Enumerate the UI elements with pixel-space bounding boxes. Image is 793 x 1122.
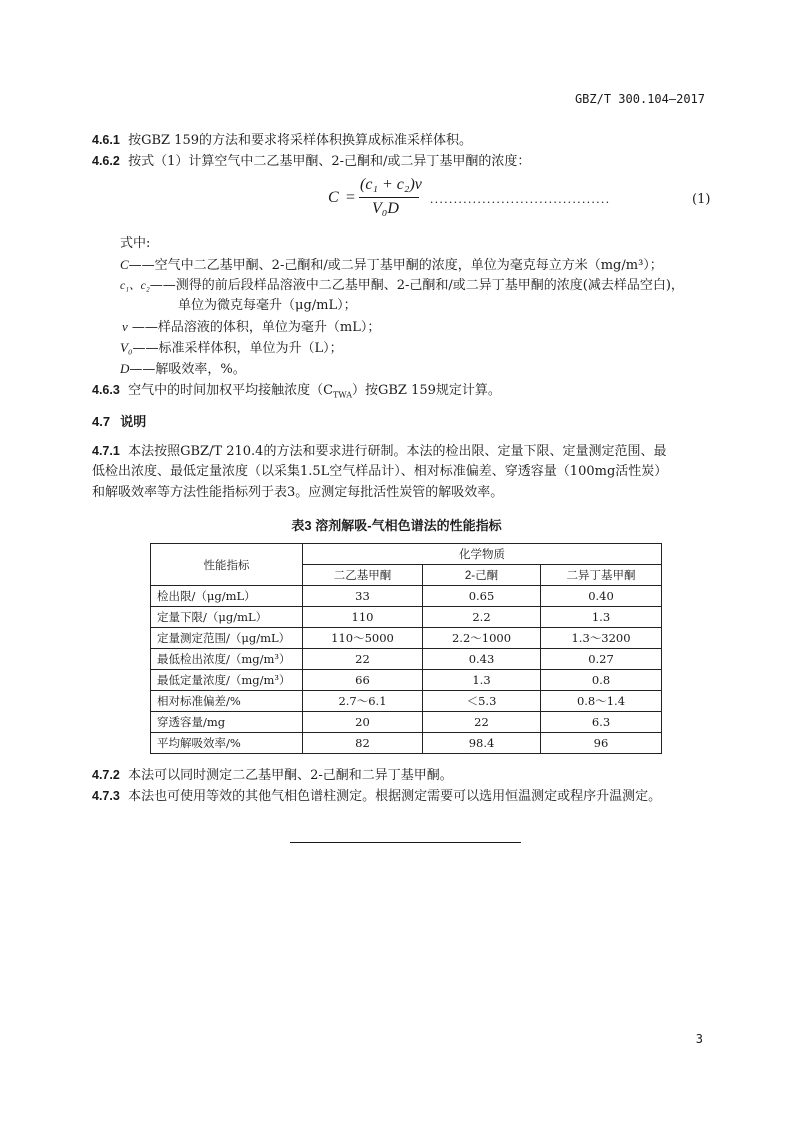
table-row <box>151 733 662 754</box>
clause-text-end: ）按GBZ 159规定计算。 <box>351 383 501 398</box>
table-row <box>151 649 662 670</box>
section-4-7-heading <box>92 411 146 430</box>
row-label: 相对标准偏差/% <box>151 691 303 712</box>
table-cell: 82 <box>303 733 423 754</box>
group-header: 化学物质 <box>303 544 662 565</box>
table-row <box>151 691 662 712</box>
column-header: 二异丁基甲酮 <box>541 565 662 586</box>
section-number: 4.7 <box>92 414 111 429</box>
clause-text-line1: 本法按照GBZ/T 210.4的方法和要求进行研制。本法的检出限、定量下限、定量测定范围、最 <box>128 444 667 459</box>
table-cell: 110 <box>303 607 423 628</box>
legend-text: ——标准采样体积，单位为升（L）； <box>132 341 343 356</box>
table-cell: 1.3 <box>541 607 662 628</box>
table-cell: 98.4 <box>423 733 541 754</box>
table-cell: 2.2 <box>423 607 541 628</box>
clause-text: 按式（1）计算空气中二乙基甲酮、2-己酮和/或二异丁基甲酮的浓度： <box>128 154 531 169</box>
clause-number: 4.6.1 <box>92 133 120 147</box>
clause-text: 空气中的时间加权平均接触浓度（C <box>128 383 334 398</box>
legend-text: ——测得的前后段样品溶液中二乙基甲酮、2-己酮和/或二异丁基甲酮的浓度(减去样品空白)， <box>149 278 684 293</box>
clause-4-6-2 <box>92 151 530 172</box>
clause-number: 4.6.2 <box>92 154 120 168</box>
row-label: 穿透容量/mg <box>151 712 303 733</box>
legend-text: ——样品溶液的体积，单位为毫升（mL）； <box>131 320 381 335</box>
formula-denominator: V₀D <box>372 200 399 217</box>
legend-symbol: V₀ <box>120 340 133 355</box>
legend-symbol: v <box>122 319 128 334</box>
table-cell: 96 <box>541 733 662 754</box>
table-cell: 110～5000 <box>303 628 423 649</box>
table-row <box>151 586 662 607</box>
formula-equals: = <box>346 189 356 206</box>
table-header-row <box>151 544 662 565</box>
table-cell: 0.43 <box>423 649 541 670</box>
formula-lhs: C <box>328 189 339 206</box>
clause-text: 本法可以同时测定二乙基甲酮、2-己酮和二异丁基甲酮。 <box>128 768 453 783</box>
legend-symbol: c₁、c₂ <box>120 280 150 292</box>
row-label: 最低检出浓度/（mg/m³） <box>151 649 303 670</box>
column-header: 2-己酮 <box>423 565 541 586</box>
row-label: 检出限/（μg/mL） <box>151 586 303 607</box>
table-cell: 22 <box>423 712 541 733</box>
table-cell: 20 <box>303 712 423 733</box>
legend-text: ——空气中二乙基甲酮、2-己酮和/或二异丁基甲酮的浓度，单位为毫克每立方米（mg/m³）； <box>128 258 663 273</box>
table-cell: 0.8 <box>541 670 662 691</box>
column-header: 二乙基甲酮 <box>303 565 423 586</box>
clause-text: 本法也可使用等效的其他气相色谱柱测定。根据测定需要可以选用恒温测定或程序升温测定。 <box>128 789 662 804</box>
clause-4-7-2 <box>92 765 453 786</box>
clause-4-6-3 <box>92 380 501 406</box>
table-cell: 66 <box>303 670 423 691</box>
clause-4-7-3 <box>92 786 661 807</box>
end-of-standard-rule <box>290 842 521 843</box>
clause-4-7-1-line2: 低检出浓度、最低定量浓度（以采集1.5L空气样品计）、相对标准偏差、穿透容量（100mg活性炭） <box>92 464 668 479</box>
table-cell: 0.27 <box>541 649 662 670</box>
table-cell: ＜5.3 <box>423 691 541 712</box>
table-cell: 6.3 <box>541 712 662 733</box>
table-cell: 0.8～1.4 <box>541 691 662 712</box>
clause-number: 4.6.3 <box>92 383 120 397</box>
twa-subscript: TWA <box>333 390 352 400</box>
table-cell: 1.3 <box>423 670 541 691</box>
table-row <box>151 712 662 733</box>
formula-numerator: (c₁ + c₂)v <box>360 176 422 193</box>
table-row <box>151 607 662 628</box>
legend-symbol: C <box>120 257 129 272</box>
performance-table <box>150 543 662 754</box>
table-cell: 2.2～1000 <box>423 628 541 649</box>
legend-item <box>120 255 663 276</box>
legend-continuation: 单位为微克每毫升（μg/mL）； <box>178 298 357 313</box>
table-cell: 33 <box>303 586 423 607</box>
legend-item <box>122 317 380 338</box>
fraction-bar <box>359 197 419 198</box>
legend-item <box>120 359 246 380</box>
clause-number: 4.7.3 <box>92 789 120 803</box>
legend-item <box>120 338 343 359</box>
clause-text: 按GBZ 159的方法和要求将采样体积换算成标准采样体积。 <box>128 133 472 148</box>
page-number: 3 <box>695 1032 703 1046</box>
clause-4-7-1 <box>92 441 666 462</box>
clause-4-6-1 <box>92 130 472 151</box>
corner-header: 性能指标 <box>151 544 303 586</box>
table-cell: 1.3～3200 <box>541 628 662 649</box>
clause-number: 4.7.2 <box>92 768 120 782</box>
row-label: 平均解吸效率/% <box>151 733 303 754</box>
row-label: 定量下限/（μg/mL） <box>151 607 303 628</box>
row-label: 定量测定范围/（μg/mL） <box>151 628 303 649</box>
table-cell: 0.65 <box>423 586 541 607</box>
clause-4-7-1-line3: 和解吸效率等方法性能指标列于表3。应测定每批活性炭管的解吸效率。 <box>92 485 504 500</box>
section-title: 说明 <box>120 414 147 429</box>
formula-leaders: ...................................... <box>430 191 611 206</box>
row-label: 最低定量浓度/（mg/m³） <box>151 670 303 691</box>
equation-number: (1) <box>692 192 711 207</box>
table-cell: 0.40 <box>541 586 662 607</box>
clause-number: 4.7.1 <box>92 444 120 458</box>
legend-text: ——解吸效率，%。 <box>129 362 246 377</box>
table-cell: 22 <box>303 649 423 670</box>
table-caption: 表3 溶剂解吸-气相色谱法的性能指标 <box>291 518 502 533</box>
legend-item <box>120 276 684 296</box>
legend-symbol: D <box>120 361 130 376</box>
legend-intro: 式中: <box>120 236 151 251</box>
standard-code: GBZ/T 300.104—2017 <box>574 92 705 106</box>
table-row <box>151 670 662 691</box>
table-cell: 2.7～6.1 <box>303 691 423 712</box>
table-row <box>151 628 662 649</box>
